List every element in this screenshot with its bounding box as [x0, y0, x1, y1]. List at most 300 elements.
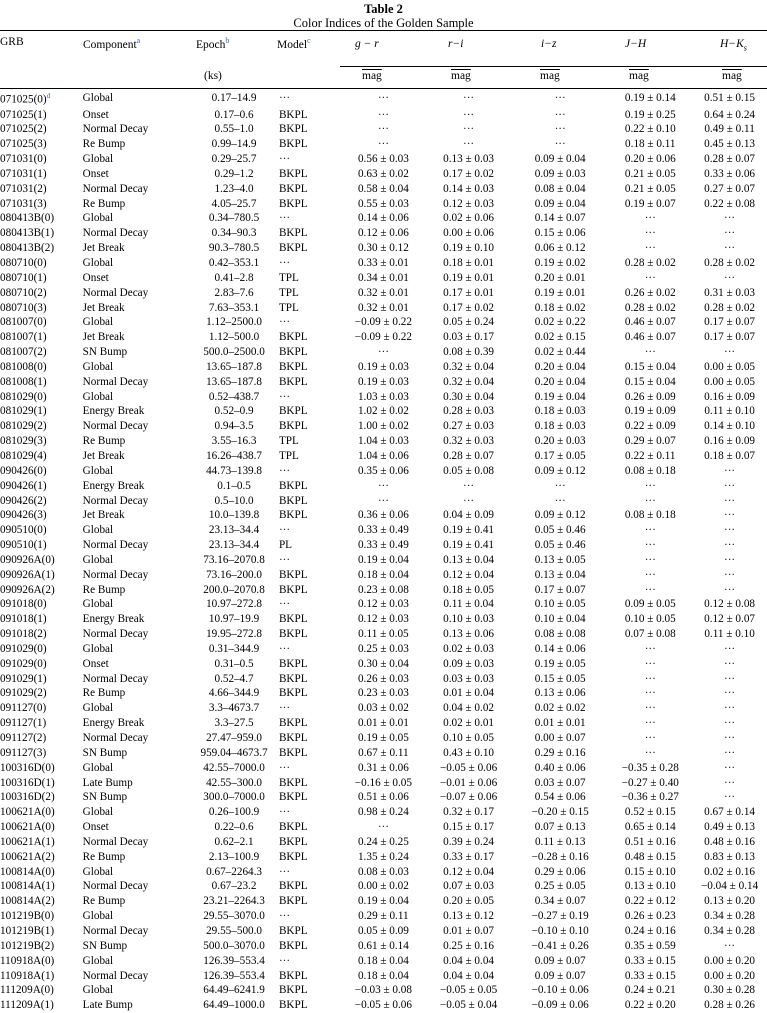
component-cell: Onset — [82, 657, 109, 670]
grb-cell: 080710(1) — [0, 271, 47, 284]
model-cell: TPL — [278, 435, 299, 448]
j-h-cell: 0.48 ± 0.15 — [624, 850, 676, 863]
color-indices-table — [0, 89, 767, 1013]
g-r-cell: 0.30 ± 0.12 — [357, 242, 409, 255]
r-i-cell: 0.18 ± 0.01 — [443, 257, 495, 270]
i-z-cell: 0.10 ± 0.05 — [534, 598, 586, 611]
epoch-cell: 0.17–0.6 — [214, 108, 254, 121]
table-row — [0, 301, 767, 316]
component-cell: Normal Decay — [82, 969, 149, 982]
table-row — [0, 954, 767, 969]
r-i-cell: 0.13 ± 0.04 — [443, 553, 495, 566]
epoch-cell: 0.94–3.5 — [214, 420, 254, 433]
component-cell: Global — [82, 390, 114, 403]
h-k-cell: ··· — [723, 539, 736, 552]
h-k-cell: 0.30 ± 0.28 — [704, 984, 756, 997]
component-cell: Global — [82, 316, 114, 329]
g-r-cell: 0.00 ± 0.02 — [357, 880, 409, 893]
g-r-cell: 0.32 ± 0.01 — [357, 286, 409, 299]
i-z-cell: 0.05 ± 0.46 — [534, 524, 586, 537]
component-cell: Re Bump — [82, 850, 126, 863]
i-z-cell: 0.01 ± 0.01 — [534, 717, 586, 730]
epoch-cell: 1.23–4.0 — [214, 182, 254, 195]
model-cell: ··· — [278, 806, 291, 819]
h-k-cell: ··· — [723, 479, 736, 492]
g-r-cell: 1.04 ± 0.03 — [357, 435, 409, 448]
j-h-cell: ··· — [644, 657, 656, 670]
model-cell: BKPL — [278, 717, 308, 730]
h-k-cell: ··· — [723, 642, 736, 655]
grb-cell: 071025(2) — [0, 123, 47, 136]
r-i-cell: 0.19 ± 0.10 — [443, 242, 495, 255]
h-k-cell: 0.28 ± 0.02 — [704, 301, 756, 314]
header-grb: GRB — [0, 36, 24, 48]
component-cell: Global — [82, 806, 114, 819]
g-r-cell: ··· — [377, 821, 389, 834]
table-row — [0, 746, 767, 761]
epoch-cell: 0.41–2.8 — [214, 271, 254, 284]
table-row — [0, 494, 767, 509]
unit-h-k: $\overline{mag}$ — [722, 70, 742, 82]
grb-cell: 101219B(1) — [0, 924, 55, 937]
model-cell: BKPL — [278, 687, 308, 700]
j-h-cell: 0.22 ± 0.09 — [624, 420, 676, 433]
j-h-cell: 0.18 ± 0.11 — [625, 138, 676, 151]
i-z-cell: 0.09 ± 0.04 — [534, 197, 586, 210]
epoch-cell: 73.16–200.0 — [206, 568, 263, 581]
grb-cell: 100621A(1) — [0, 835, 55, 848]
grb-cell: 111209A(1) — [0, 999, 54, 1012]
model-cell: BKPL — [278, 791, 308, 804]
grb-cell: 101219B(2) — [0, 939, 55, 952]
unit-g-r: $\overline{mag}$ — [362, 70, 382, 82]
table-row — [0, 434, 767, 449]
epoch-cell: 959.04–4673.7 — [200, 746, 268, 759]
epoch-cell: 10.97–272.8 — [206, 598, 263, 611]
model-cell: BKPL — [278, 479, 308, 492]
i-z-cell: 0.20 ± 0.04 — [534, 360, 586, 373]
j-h-cell: 0.26 ± 0.09 — [624, 390, 676, 403]
h-k-cell: 0.45 ± 0.13 — [704, 138, 756, 151]
i-z-cell: 0.02 ± 0.15 — [534, 331, 586, 344]
component-cell: Normal Decay — [82, 924, 149, 937]
r-i-cell: 0.19 ± 0.01 — [443, 271, 495, 284]
table-row — [0, 211, 767, 226]
model-cell: BKPL — [278, 776, 308, 789]
epoch-cell: 0.67–2264.3 — [206, 865, 263, 878]
table-caption — [0, 0, 767, 30]
h-k-cell: 0.16 ± 0.09 — [704, 435, 756, 448]
table-row — [0, 241, 767, 256]
j-h-cell: 0.28 ± 0.02 — [624, 301, 676, 314]
r-i-cell: 0.00 ± 0.06 — [443, 227, 495, 240]
i-z-cell: 0.09 ± 0.03 — [534, 167, 586, 180]
model-cell: ··· — [278, 910, 291, 923]
model-cell: BKPL — [278, 375, 308, 388]
model-cell: BKPL — [278, 420, 308, 433]
component-cell: SN Bump — [82, 791, 128, 804]
j-h-cell: 0.28 ± 0.02 — [624, 257, 676, 270]
model-cell: BKPL — [278, 746, 308, 759]
epoch-cell: 23.13–34.4 — [208, 524, 260, 537]
component-cell: Normal Decay — [82, 286, 149, 299]
model-cell: ··· — [278, 954, 291, 967]
component-cell: Global — [82, 984, 114, 997]
model-cell: BKPL — [278, 405, 308, 418]
j-h-cell: 0.08 ± 0.18 — [624, 509, 676, 522]
j-h-cell: 0.22 ± 0.20 — [624, 999, 676, 1012]
table-row — [0, 820, 767, 835]
component-cell: Energy Break — [82, 613, 145, 626]
model-cell: BKPL — [278, 182, 308, 195]
grb-cell: 090426(3) — [0, 509, 47, 522]
h-k-cell: ··· — [723, 509, 736, 522]
header-component: Component$^a$ — [83, 36, 141, 51]
epoch-cell: 73.16–2070.8 — [203, 553, 265, 566]
i-z-cell: 0.13 ± 0.04 — [534, 568, 586, 581]
grb-cell: 100621A(0) — [0, 806, 55, 819]
r-i-cell: 0.12 ± 0.04 — [443, 865, 495, 878]
i-z-cell: 0.10 ± 0.04 — [534, 613, 586, 626]
model-cell: BKPL — [278, 331, 308, 344]
table-row — [0, 152, 767, 167]
footnote-d-link[interactable]: d — [46, 91, 51, 100]
table-row — [0, 850, 767, 865]
g-r-cell: 0.30 ± 0.04 — [357, 657, 409, 670]
j-h-cell: ··· — [644, 687, 656, 700]
grb-cell: 091018(0) — [0, 598, 47, 611]
epoch-cell: 27.47–959.0 — [206, 732, 263, 745]
model-cell: ··· — [278, 642, 291, 655]
table-row — [0, 835, 767, 850]
g-r-cell: ··· — [377, 91, 389, 104]
i-z-cell: ··· — [554, 138, 566, 151]
h-k-cell: −0.04 ± 0.14 — [700, 880, 759, 893]
h-k-cell: 0.12 ± 0.07 — [704, 613, 756, 626]
unit-i-z: $\overline{mag}$ — [540, 70, 560, 82]
h-k-cell: 0.00 ± 0.05 — [704, 375, 756, 388]
grb-cell: 081007(0) — [0, 316, 47, 329]
j-h-cell: 0.22 ± 0.10 — [624, 123, 676, 136]
component-cell: Global — [82, 91, 114, 104]
grb-cell: 100316D(0) — [0, 761, 55, 774]
component-cell: Normal Decay — [82, 375, 149, 388]
g-r-cell: 1.00 ± 0.02 — [357, 420, 409, 433]
grb-cell: 090426(1) — [0, 479, 47, 492]
j-h-cell: ··· — [644, 494, 656, 507]
j-h-cell: 0.19 ± 0.25 — [624, 108, 676, 121]
model-cell: BKPL — [278, 835, 308, 848]
grb-cell: 100621A(2) — [0, 850, 55, 863]
grb-cell: 100316D(1) — [0, 776, 55, 789]
h-k-cell: ··· — [723, 212, 736, 225]
model-cell: BKPL — [278, 732, 308, 745]
grb-cell: 071031(2) — [0, 182, 47, 195]
r-i-cell: 0.10 ± 0.03 — [443, 613, 495, 626]
component-cell: Onset — [82, 271, 109, 284]
i-z-cell: 0.25 ± 0.05 — [534, 880, 586, 893]
component-cell: Global — [82, 598, 114, 611]
grb-cell: 081008(0) — [0, 360, 47, 373]
i-z-cell: 0.00 ± 0.07 — [534, 732, 586, 745]
grb-cell: 081029(4) — [0, 449, 47, 462]
h-k-cell: 0.00 ± 0.20 — [704, 954, 756, 967]
i-z-cell: 0.40 ± 0.06 — [534, 761, 586, 774]
r-i-cell: 0.25 ± 0.16 — [443, 939, 495, 952]
i-z-cell: ··· — [554, 108, 566, 121]
top-rule — [0, 30, 767, 31]
grb-cell: 090426(0) — [0, 464, 47, 477]
i-z-cell: 0.08 ± 0.04 — [534, 182, 586, 195]
epoch-cell: 300.0–7000.0 — [203, 791, 265, 804]
epoch-cell: 0.34–90.3 — [211, 227, 257, 240]
grb-cell: 081007(1) — [0, 331, 47, 344]
table-row — [0, 360, 767, 375]
table-row — [0, 612, 767, 627]
epoch-cell: 3.55–16.3 — [211, 435, 257, 448]
table-row — [0, 404, 767, 419]
h-k-cell: 0.49 ± 0.13 — [704, 821, 756, 834]
h-k-cell: ··· — [723, 717, 736, 730]
r-i-cell: ··· — [462, 108, 475, 121]
r-i-cell: ··· — [462, 494, 475, 507]
i-z-cell: 0.18 ± 0.03 — [534, 405, 586, 418]
g-r-cell: 0.34 ± 0.01 — [357, 271, 409, 284]
component-cell: Onset — [82, 167, 109, 180]
epoch-cell: 0.5–10.0 — [214, 494, 254, 507]
table-row — [0, 865, 767, 880]
component-cell: Late Bump — [82, 999, 133, 1012]
i-z-cell: −0.27 ± 0.19 — [531, 910, 589, 923]
epoch-cell: 0.52–438.7 — [208, 390, 260, 403]
footnote-a-link[interactable]: a — [136, 36, 141, 45]
footnote-b-link[interactable]: b — [225, 36, 230, 45]
j-h-cell: 0.24 ± 0.16 — [624, 924, 676, 937]
epoch-cell: 0.17–14.9 — [211, 91, 257, 104]
epoch-cell: 0.99–14.9 — [211, 138, 257, 151]
g-r-cell: 0.33 ± 0.01 — [357, 257, 409, 270]
component-cell: Late Bump — [82, 776, 133, 789]
j-h-cell: ··· — [644, 479, 656, 492]
grb-cell: 081029(2) — [0, 420, 47, 433]
component-cell: Onset — [82, 108, 109, 121]
r-i-cell: 0.17 ± 0.02 — [443, 301, 495, 314]
j-h-cell: 0.15 ± 0.04 — [624, 375, 676, 388]
epoch-cell: 23.13–34.4 — [208, 539, 260, 552]
epoch-cell: 0.52–4.7 — [214, 672, 254, 685]
i-z-cell: 0.02 ± 0.22 — [534, 316, 586, 329]
model-cell: BKPL — [278, 346, 308, 359]
r-i-cell: 0.32 ± 0.04 — [443, 375, 495, 388]
i-z-cell: 0.19 ± 0.04 — [534, 390, 586, 403]
grb-cell: 080413B(2) — [0, 242, 55, 255]
h-k-cell: 0.34 ± 0.28 — [704, 910, 756, 923]
g-r-cell: 0.67 ± 0.11 — [358, 746, 409, 759]
grb-cell: 081029(1) — [0, 405, 47, 418]
grb-cell: 071031(0) — [0, 153, 47, 166]
epoch-cell: 126.39–553.4 — [203, 954, 265, 967]
r-i-cell: 0.02 ± 0.01 — [443, 717, 495, 730]
g-r-cell: 0.56 ± 0.03 — [357, 153, 409, 166]
model-cell: BKPL — [278, 924, 308, 937]
epoch-cell: 0.29–1.2 — [214, 167, 254, 180]
h-k-cell: 0.12 ± 0.08 — [704, 598, 756, 611]
epoch-cell: 7.63–353.1 — [208, 301, 260, 314]
j-h-cell: 0.33 ± 0.15 — [624, 969, 676, 982]
header-epoch: Epoch$^b$ — [196, 36, 230, 51]
g-r-cell: 0.18 ± 0.04 — [357, 954, 409, 967]
g-r-cell: 0.11 ± 0.05 — [358, 628, 409, 641]
r-i-cell: 0.19 ± 0.41 — [443, 524, 495, 537]
h-k-cell: 0.02 ± 0.16 — [704, 865, 756, 878]
model-cell: TPL — [278, 286, 299, 299]
epoch-cell: 0.1–0.5 — [217, 479, 251, 492]
table-row — [0, 583, 767, 598]
h-k-cell: ··· — [723, 761, 736, 774]
h-k-cell: 0.33 ± 0.06 — [704, 167, 756, 180]
r-i-cell: 0.05 ± 0.08 — [443, 464, 495, 477]
grb-cell: 090926A(2) — [0, 583, 55, 596]
j-h-cell: ··· — [644, 271, 656, 284]
table-row — [0, 627, 767, 642]
component-cell: Jet Break — [82, 449, 125, 462]
table-row — [0, 731, 767, 746]
grb-cell: 090510(1) — [0, 539, 47, 552]
table-row — [0, 716, 767, 731]
i-z-cell: 0.34 ± 0.07 — [534, 895, 586, 908]
i-z-cell: 0.05 ± 0.46 — [534, 539, 586, 552]
g-r-cell: 0.19 ± 0.04 — [357, 895, 409, 908]
h-k-cell: ··· — [723, 776, 736, 789]
i-z-cell: 0.03 ± 0.07 — [534, 776, 586, 789]
component-cell: Global — [82, 642, 114, 655]
g-r-cell: 1.03 ± 0.03 — [357, 390, 409, 403]
g-r-cell: 1.35 ± 0.24 — [357, 850, 409, 863]
table-row — [0, 479, 767, 494]
footnote-c-link[interactable]: c — [307, 36, 311, 45]
g-r-cell: 0.23 ± 0.03 — [357, 687, 409, 700]
g-r-cell: 0.25 ± 0.03 — [357, 642, 409, 655]
h-k-cell: 0.28 ± 0.26 — [704, 999, 756, 1012]
component-cell: Re Bump — [82, 197, 126, 210]
grb-cell: 091018(2) — [0, 628, 47, 641]
epoch-cell: 0.62–2.1 — [214, 835, 254, 848]
j-h-cell: −0.35 ± 0.28 — [621, 761, 679, 774]
component-cell: Global — [82, 257, 114, 270]
h-k-cell: 0.16 ± 0.09 — [704, 390, 756, 403]
h-k-cell: ··· — [723, 657, 736, 670]
component-cell: Normal Decay — [82, 420, 149, 433]
i-z-cell: 0.20 ± 0.01 — [534, 271, 586, 284]
grb-cell: 101219B(0) — [0, 910, 55, 923]
i-z-cell: 0.19 ± 0.05 — [534, 657, 586, 670]
i-z-cell: −0.09 ± 0.06 — [531, 999, 589, 1012]
r-i-cell: 0.01 ± 0.07 — [443, 924, 495, 937]
j-h-cell: ··· — [644, 524, 656, 537]
i-z-cell: 0.09 ± 0.07 — [534, 969, 586, 982]
h-k-cell: ··· — [723, 732, 736, 745]
component-cell: Jet Break — [82, 509, 125, 522]
grb-cell: 080413B(0) — [0, 212, 55, 225]
j-h-cell: ··· — [644, 553, 656, 566]
i-z-cell: −0.41 ± 0.26 — [531, 939, 589, 952]
g-r-cell: −0.09 ± 0.22 — [354, 331, 412, 344]
model-cell: BKPL — [278, 984, 308, 997]
h-k-cell: ··· — [723, 791, 736, 804]
h-k-cell: ··· — [723, 524, 736, 537]
g-r-cell: 0.18 ± 0.04 — [357, 969, 409, 982]
table-row — [0, 330, 767, 345]
epoch-cell: 3.3–27.5 — [214, 717, 254, 730]
r-i-cell: 0.05 ± 0.24 — [443, 316, 495, 329]
r-i-cell: 0.32 ± 0.03 — [443, 435, 495, 448]
i-z-cell: −0.10 ± 0.10 — [531, 924, 589, 937]
table-row — [0, 776, 767, 791]
table-row — [0, 790, 767, 805]
epoch-cell: 0.22–0.6 — [214, 821, 254, 834]
grb-cell: 081007(2) — [0, 346, 47, 359]
component-cell: SN Bump — [82, 346, 128, 359]
j-h-cell: 0.15 ± 0.10 — [624, 865, 676, 878]
g-r-cell: ··· — [377, 123, 389, 136]
r-i-cell: 0.19 ± 0.41 — [443, 539, 495, 552]
g-r-cell: 0.55 ± 0.03 — [357, 197, 409, 210]
j-h-cell: ··· — [644, 568, 656, 581]
g-r-cell: 0.32 ± 0.01 — [357, 301, 409, 314]
i-z-cell: 0.29 ± 0.16 — [534, 746, 586, 759]
component-cell: Jet Break — [82, 301, 125, 314]
j-h-cell: ··· — [644, 583, 656, 596]
grb-cell: 091018(1) — [0, 613, 47, 626]
r-i-cell: 0.09 ± 0.03 — [443, 657, 495, 670]
table-row — [0, 672, 767, 687]
epoch-unit: (ks) — [204, 70, 222, 82]
header-sub-rule — [340, 66, 767, 67]
i-z-cell: 0.20 ± 0.04 — [534, 375, 586, 388]
j-h-cell: 0.22 ± 0.11 — [625, 449, 676, 462]
h-k-cell: 0.34 ± 0.28 — [704, 924, 756, 937]
component-cell: Re Bump — [82, 687, 126, 700]
grb-cell: 090926A(0) — [0, 553, 55, 566]
grb-cell: 100814A(0) — [0, 865, 55, 878]
unit-j-h: $\overline{mag}$ — [629, 70, 649, 82]
h-k-cell: 0.14 ± 0.10 — [704, 420, 756, 433]
j-h-cell: 0.52 ± 0.15 — [624, 806, 676, 819]
j-h-cell: 0.15 ± 0.04 — [624, 360, 676, 373]
component-cell: Normal Decay — [82, 494, 149, 507]
h-k-cell: ··· — [723, 939, 736, 952]
h-k-cell: 0.13 ± 0.20 — [704, 895, 756, 908]
component-cell: Energy Break — [82, 717, 145, 730]
grb-cell: 091029(0) — [0, 642, 47, 655]
g-r-cell: 0.08 ± 0.03 — [357, 865, 409, 878]
r-i-cell: −0.05 ± 0.06 — [439, 761, 498, 774]
table-row — [0, 137, 767, 152]
model-cell: ··· — [278, 390, 291, 403]
model-cell: BKPL — [278, 821, 308, 834]
h-k-cell: ··· — [723, 271, 736, 284]
grb-cell: 081029(0) — [0, 390, 47, 403]
h-k-cell: ··· — [723, 227, 736, 240]
table-row — [0, 686, 767, 701]
r-i-cell: −0.01 ± 0.06 — [439, 776, 498, 789]
grb-cell: 071025(0)$^d$ — [0, 91, 51, 106]
j-h-cell: ··· — [644, 227, 656, 240]
component-cell: Global — [82, 910, 114, 923]
j-h-cell: 0.33 ± 0.15 — [624, 954, 676, 967]
grb-cell: 071025(3) — [0, 138, 47, 151]
g-r-cell: 0.98 ± 0.24 — [357, 806, 409, 819]
